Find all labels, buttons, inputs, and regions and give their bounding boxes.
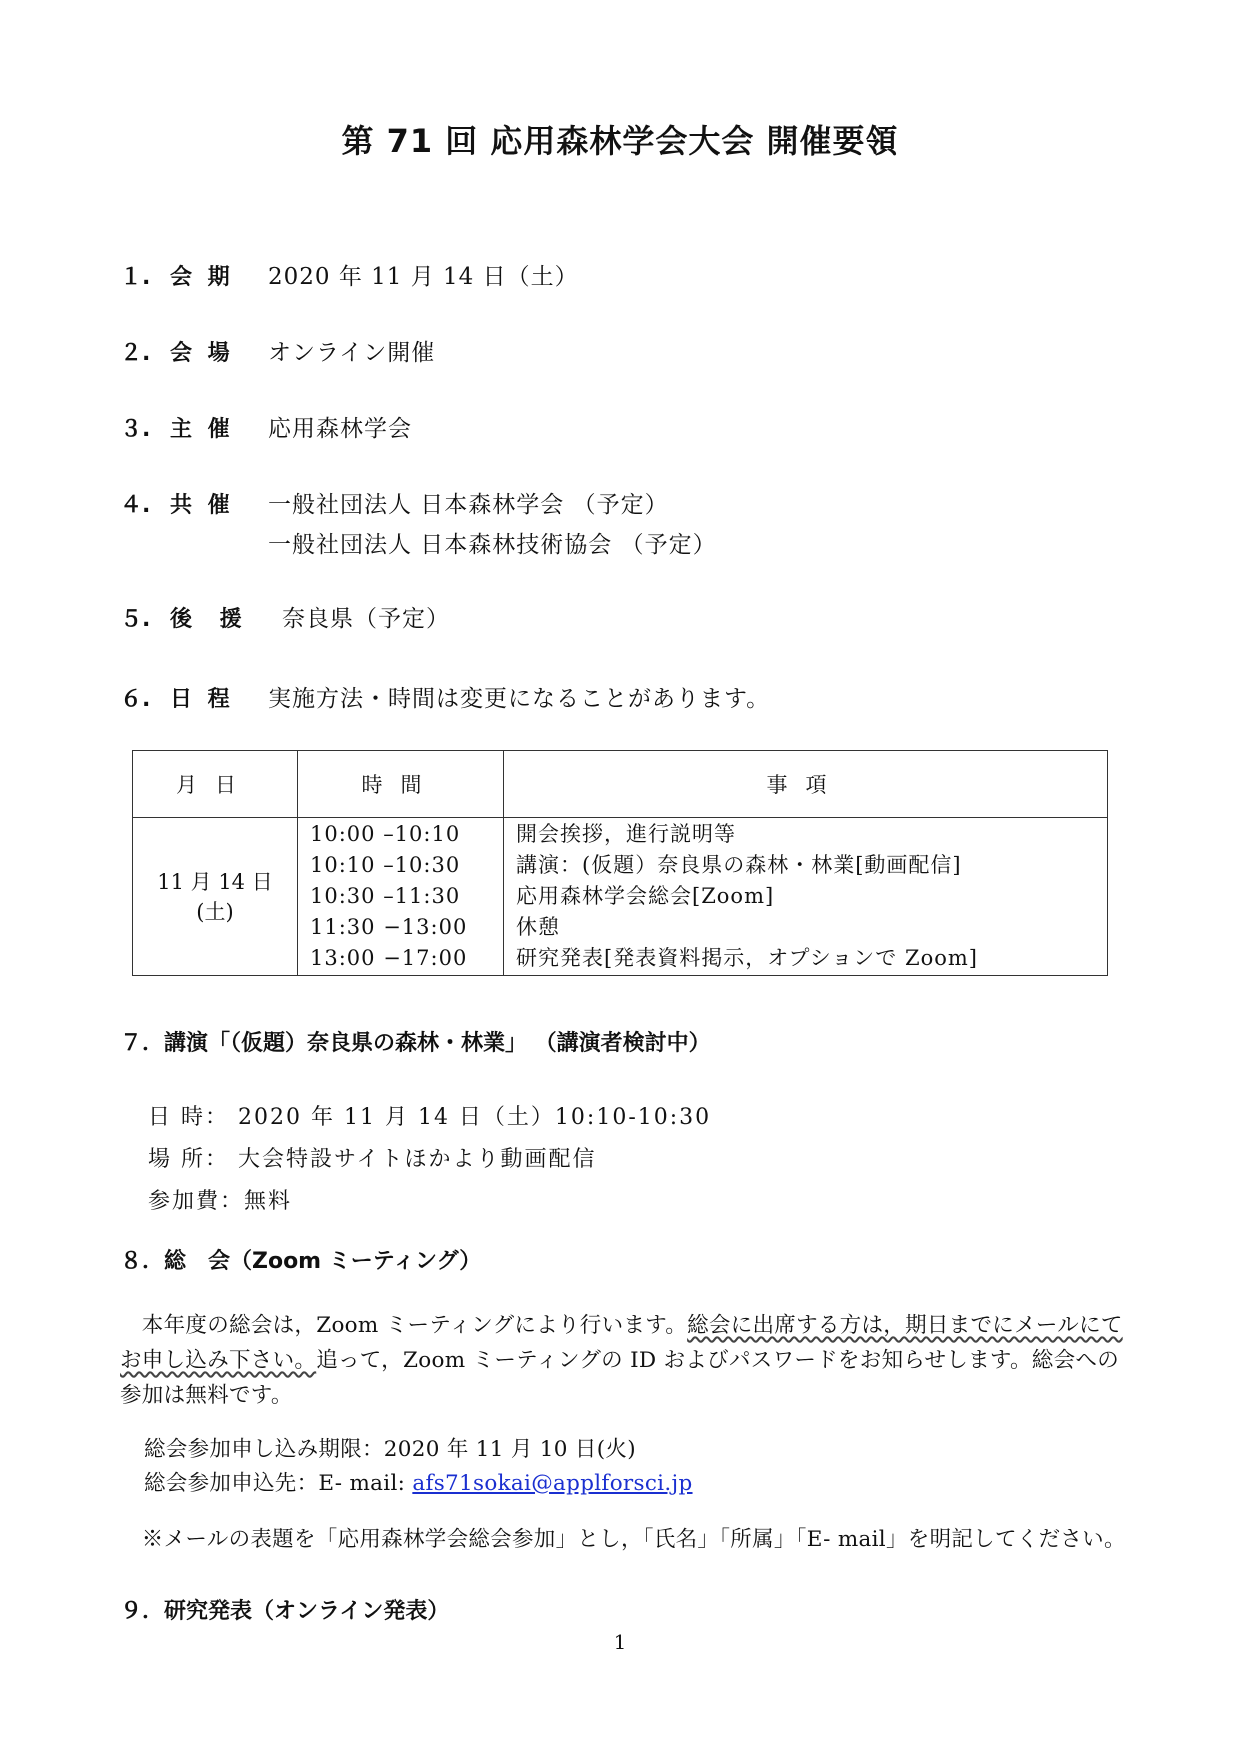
schedule-table (132, 750, 1108, 976)
section-label: 日 程 (170, 687, 234, 712)
section-label: 共 催 (170, 493, 234, 518)
meeting-deadline: 総会参加申し込み期限：2020 年 11 月 10 日(火) (144, 1437, 636, 1462)
lecture-fee: 参加費：無料 (148, 1189, 293, 1214)
section-4-heading (120, 488, 265, 519)
section-6-value: 実施方法・時間は変更になることがあります。 (268, 686, 771, 712)
section-label: 会 期 (170, 265, 234, 290)
section-2-value: オンライン開催 (268, 340, 436, 366)
weekday-line: (土) (196, 899, 234, 924)
section-3-value: 応用森林学会 (268, 416, 412, 442)
section-5-value: 奈良県（予定） (282, 606, 450, 632)
section-9-heading: ９．研究発表（オンライン発表） (120, 1599, 450, 1624)
section-number: ４. (120, 493, 151, 518)
contact-email-link[interactable]: afs71sokai@applforsci.jp (412, 1471, 693, 1496)
section-number: ５. (120, 607, 151, 632)
section-4-value-2: 一般社団法人 日本森林技術協会 （予定） (268, 532, 717, 558)
meeting-text: 追って，Zoom ミーティングの ID およびパスワードをお知らせします。総会への参加は無料です。 (120, 1348, 1120, 1408)
schedule-item: 研究発表[発表資料掲示，オプションで Zoom] (516, 946, 978, 970)
schedule-item: 応用森林学会総会[Zoom] (516, 884, 775, 908)
section-1-value: 2020 年 11 月 14 日（土） (268, 264, 579, 290)
section-5-heading (120, 602, 265, 633)
contact-label: 総会参加申込先：E- mail: (144, 1471, 406, 1496)
date-line: 11 月 14 日 (157, 869, 273, 894)
lecture-place: 場 所： 大会特設サイトほかより動画配信 (148, 1147, 597, 1172)
items-cell (504, 818, 1108, 976)
lecture-datetime: 日 時： 2020 年 11 月 14 日（土）10:10-10:30 (148, 1105, 712, 1130)
time-slot: 11:30 −13:00 (310, 915, 468, 939)
header-item: 事項 (504, 751, 1108, 818)
times-cell (298, 818, 504, 976)
section-label: 後 援 (170, 607, 252, 632)
page-number: 1 (613, 1630, 627, 1654)
header-time: 時間 (298, 751, 504, 818)
date-cell (133, 818, 298, 976)
time-slot: 10:10 –10:30 (310, 853, 461, 877)
meeting-note: ※メールの表題を「応用森林学会総会参加」とし，「氏名」「所属」「E- mail」を明記してください。 (120, 1527, 1126, 1552)
section-number: １. (120, 265, 151, 290)
section-7-heading: ７．講演「（仮題）奈良県の森林・林業」 （講演者検討中） (120, 1031, 711, 1056)
section-8-heading: ８．総 会（Zoom ミーティング） (120, 1249, 482, 1274)
section-2-heading (120, 336, 265, 367)
section-number: ３. (120, 417, 151, 442)
header-date: 月日 (133, 751, 298, 818)
section-4-value-1: 一般社団法人 日本森林学会 （予定） (268, 492, 669, 518)
meeting-paragraph (120, 1308, 1130, 1413)
section-3-heading (120, 412, 265, 443)
section-number: ２. (120, 341, 151, 366)
time-slot: 10:30 –11:30 (310, 884, 461, 908)
section-6-heading (120, 682, 265, 713)
section-number: ６. (120, 687, 151, 712)
time-slot: 13:00 −17:00 (310, 946, 468, 970)
page-title: 第 71 回 応用森林学会大会 開催要領 (341, 122, 899, 160)
table-header-row (133, 751, 1108, 818)
meeting-emphasis: 総会に出席する方は，期日までにメールにてお申し込み下さい。 (120, 1313, 1123, 1373)
table-row (133, 818, 1108, 976)
meeting-text: 本年度の総会は，Zoom ミーティングにより行います。 (120, 1313, 688, 1338)
section-label: 会 場 (170, 341, 234, 366)
schedule-item: 休憩 (516, 915, 560, 939)
schedule-item: 開会挨拶，進行説明等 (516, 822, 736, 846)
section-label: 主 催 (170, 417, 234, 442)
time-slot: 10:00 –10:10 (310, 822, 461, 846)
section-1-heading (120, 260, 265, 291)
meeting-contact (144, 1466, 1154, 1501)
schedule-item: 講演：(仮題）奈良県の森林・林業[動画配信] (516, 853, 962, 877)
